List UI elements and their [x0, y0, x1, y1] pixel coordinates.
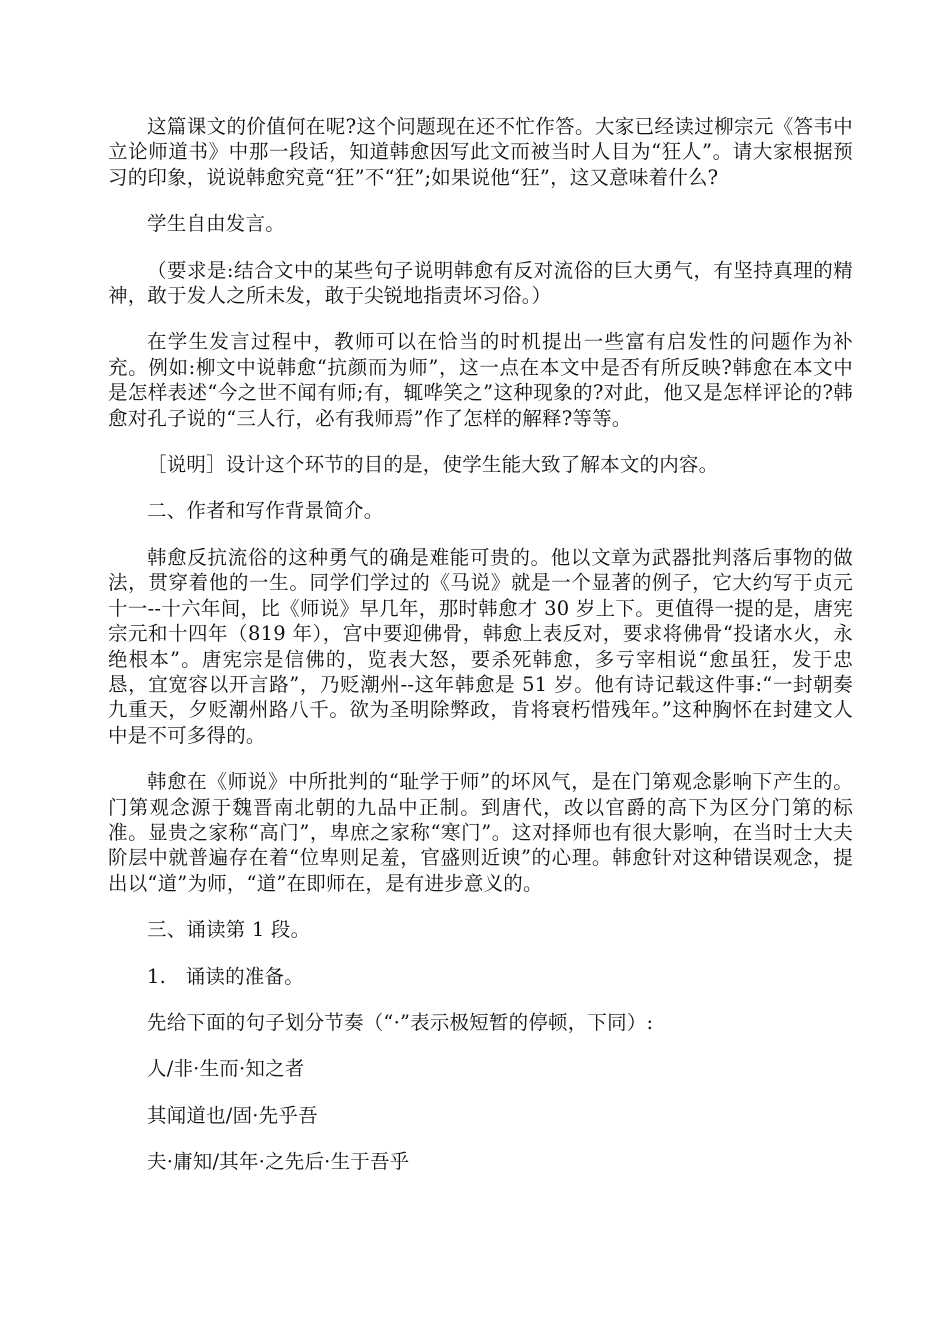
rhythm-example-1: 人/非·生而·知之者: [147, 1057, 305, 1081]
paragraph-student-speak: 学生自由发言。: [147, 212, 285, 236]
section-heading-recite: 三、诵读第 1 段。: [147, 918, 311, 942]
paragraph-rhythm-instruction: 先给下面的句子划分节奏（“·”表示极短暂的停顿，下同）:: [147, 1010, 654, 1034]
rhythm-example-3: 夫·庸知/其年·之先后·生于吾乎: [147, 1150, 410, 1174]
paragraph-value-question: 这篇课文的价值何在呢?这个问题现在还不忙作答。大家已经读过柳宗元《答韦中立论师道书》中那一段话，知道韩愈因写此文而被当时人目为“狂人”。请大家根据预习的印象，说说韩愈究竟“狂”不“狂”;如果说他“狂”，这又意味着什么?: [108, 115, 853, 189]
list-item-recite-prep: 1. 诵读的准备。: [147, 964, 304, 988]
rhythm-example-2: 其闻道也/固·先乎吾: [147, 1103, 318, 1127]
paragraph-teacher-questions: 在学生发言过程中，教师可以在恰当的时机提出一些富有启发性的问题作为补充。例如:柳文中说韩愈“抗颜而为师”，这一点在本文中是否有所反映?韩愈在本文中是怎样表述“今之世不闻有师;有，辄哗笑之”这种现象的?对此，他又是怎样评论的?韩愈对孔子说的“三人行，必有我师焉”作了怎样的解释?等等。: [108, 330, 853, 430]
paragraph-requirement: （要求是:结合文中的某些句子说明韩愈有反对流俗的巨大勇气，有坚持真理的精神，敢于发人之所未发，敢于尖锐地指责坏习俗。）: [108, 258, 853, 308]
document-body: [108, 114, 853, 1196]
paragraph-design-note: ［说明］设计这个环节的目的是，使学生能大致了解本文的内容。: [147, 453, 719, 477]
paragraph-class-system: 韩愈在《师说》中所批判的“耻学于师”的坏风气，是在门第观念影响下产生的。门第观念源于魏晋南北朝的九品中正制。到唐代，改以官爵的高下为区分门第的标准。显贵之家称“高门”，卑庶之家称“寒门”。这对择师也有很大影响，在当时士大夫阶层中就普遍存在着“位卑则足羞，官盛则近谀”的心理。韩愈针对这种错误观念，提出以“道”为师，“道”在即师在，是有进步意义的。: [108, 770, 853, 895]
paragraph-han-yu-courage: 韩愈反抗流俗的这种勇气的确是难能可贵的。他以文章为武器批判落后事物的做法，贯穿着他的一生。同学们学过的《马说》就是一个显著的例子，它大约写于贞元十一--十六年间，比《师说》早几年，那时韩愈才 30 岁上下。更值得一提的是，唐宪宗元和十四年（819 年），宫中要迎佛骨，韩愈上表反对，要求将佛骨“投诸水火，永绝根本”。唐宪宗是信佛的，览表大怒，要杀死韩愈，多亏宰相说“愈虽狂，发于忠恳，宜宽容以开言路”，乃贬潮州--这年韩愈是 51 岁。他有诗记载这件事:“一封朝奏九重天，夕贬潮州路八千。欲为圣明除弊政，肯将衰朽惜残年。”这种胸怀在封建文人中是不可多得的。: [108, 545, 853, 747]
section-heading-author-background: 二、作者和写作背景简介。: [147, 499, 384, 523]
